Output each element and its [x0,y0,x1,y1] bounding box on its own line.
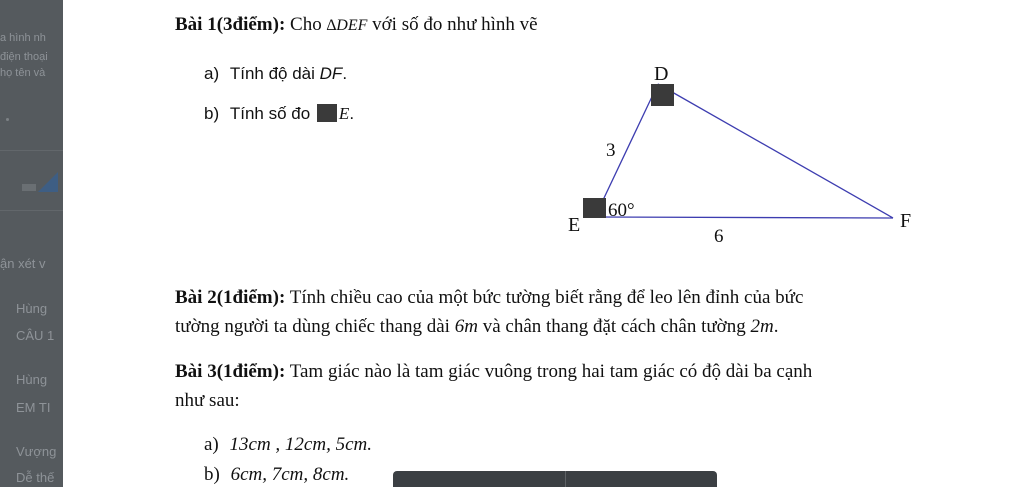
sidebar-flag-icon [38,172,58,192]
part-a-end: . [342,64,348,83]
problem2-heading: Bài 2(1điểm): [175,287,286,308]
problem3-line1 [175,357,812,386]
part-b-text: Tính số đo [229,104,311,123]
problem1-text-pre: Cho [290,14,322,35]
triangle-name: ∆DEF [326,17,368,34]
vertex-d-label: D [654,63,669,85]
sidebar-comment-author[interactable]: Hùng [16,372,48,387]
base-distance: 2m [750,316,774,337]
problem2-text2-end: . [773,316,779,337]
p3-part-b-label: b) [204,464,220,485]
floating-toolbar[interactable] [393,471,717,487]
sidebar-comment-text[interactable]: Dễ thế [16,470,55,485]
vertex-f-label: F [900,210,912,232]
problem3-heading: Bài 3(1điểm): [175,361,286,382]
vertex-e-label: E [568,214,581,236]
sidebar-text: điện thoại [0,51,48,63]
problem2-text1: Tính chiều cao của một bức tường biết rằng để leo lên đỉnh của bức [289,287,804,308]
sidebar-thumbnail [22,184,36,191]
angle-marker-d [651,84,674,106]
problem3-text1: Tam giác nào là tam giác vuông trong hai tam giác có độ dài ba cạnh [289,361,813,382]
part-b-label: b) [204,104,220,123]
sidebar-text: họ tên và [0,67,46,79]
part-a-var: DF [319,64,343,83]
problem3-part-a [204,430,372,459]
problem3-part-b [204,460,349,489]
sidebar-comment-author[interactable]: Vượng [16,444,57,459]
sidebar-divider [0,210,63,211]
part-b-end: . [349,104,355,123]
p3-part-a-label: a) [204,434,219,455]
sidebar-comment-author[interactable]: Hùng [16,301,48,316]
sidebar-comment-text[interactable]: EM TI [16,400,51,415]
side-ef-line [595,217,893,218]
p3-part-a-values: 13cm , 12cm, 5cm. [229,434,372,455]
side-de-length: 3 [606,140,616,161]
problem2-line2 [175,312,778,341]
part-a-label: a) [204,64,220,83]
problem2-line1 [175,283,803,312]
sidebar-comment-text[interactable]: CÂU 1 [16,328,55,343]
p3-part-b-values: 6cm, 7cm, 8cm. [230,464,350,485]
part-b-var: E [338,104,350,123]
sidebar-section-title[interactable]: ận xét v [0,256,46,271]
toolbar-divider [565,471,566,487]
side-df-line [658,84,893,218]
sidebar-panel [0,0,63,487]
part-a-text: Tính độ dài [229,64,315,83]
problem1-heading: Bài 1(3điểm): [175,14,286,35]
sidebar-text: a hình nh [0,32,46,44]
angle-e-value: 60° [608,200,635,221]
side-ef-length: 6 [714,226,724,247]
triangle-figure [63,0,1024,260]
problem2-text2-pre: tường người ta dùng chiếc thang dài [175,316,450,337]
problem3-line2: như sau: [175,390,240,411]
angle-marker-e [583,198,606,218]
side-de-line [595,84,658,217]
problem1-text-post: với số đo như hình vẽ [372,14,538,35]
document-page [63,0,1024,487]
sidebar-divider [0,150,63,151]
ladder-length: 6m [454,316,478,337]
sidebar-dot [6,118,9,121]
problem2-text2-mid: và chân thang đặt cách chân tường [482,316,746,337]
